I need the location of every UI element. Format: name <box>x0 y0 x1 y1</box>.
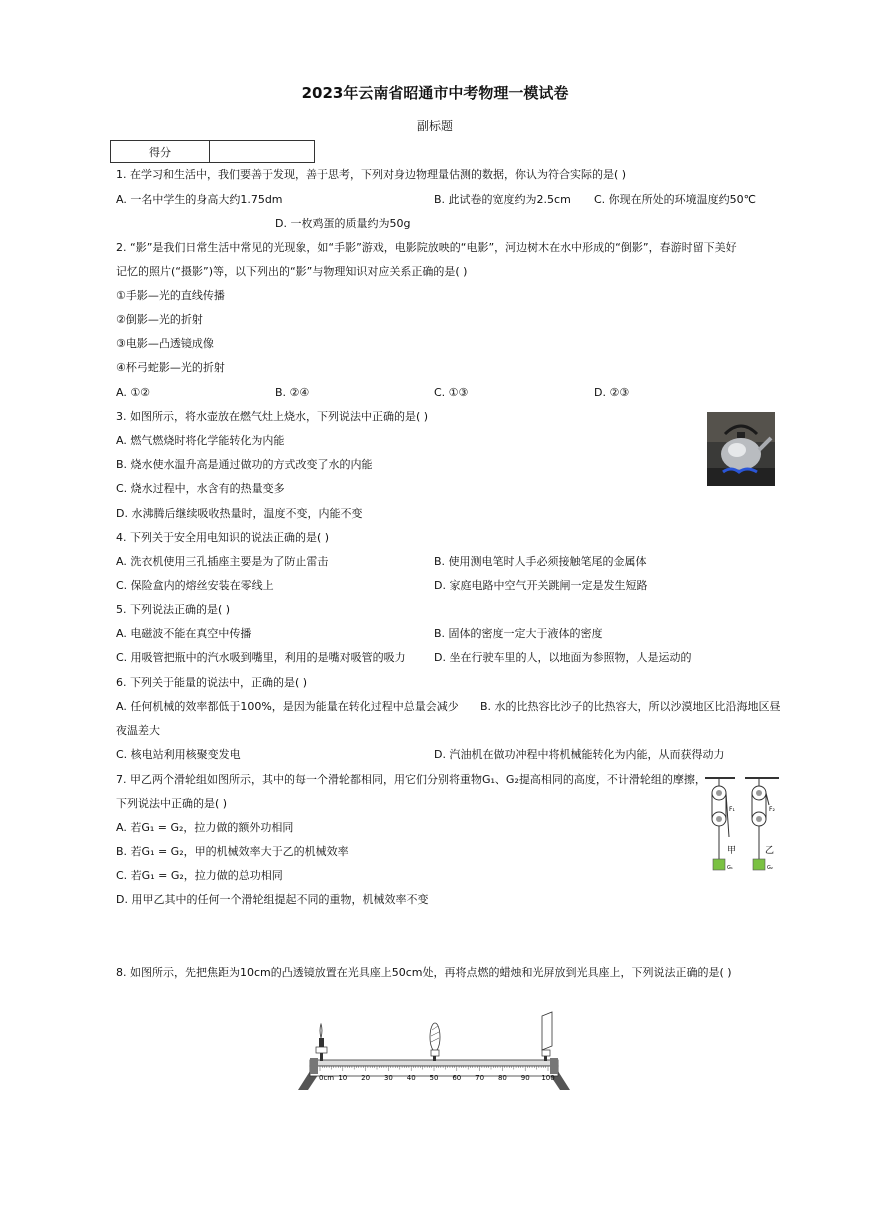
question-2-item-2: ②倒影—光的折射 <box>116 313 203 326</box>
page-subtitle: 副标题 <box>416 119 453 133</box>
question-2-option-c: C. ①③ <box>434 386 469 399</box>
question-2-stem-line2: 记忆的照片(“摄影”)等，以下列出的“影”与物理知识对应关系正确的是( ) <box>116 265 468 278</box>
question-4-option-c: C. 保险盒内的熔丝安装在零线上 <box>116 579 274 592</box>
ruler-label: 30 <box>383 1074 393 1082</box>
candle-icon <box>319 1038 324 1047</box>
ruler-label: 90 <box>520 1074 530 1082</box>
pulley-g1-label: G₁ <box>727 865 733 871</box>
pulley-yi-label: 乙 <box>765 846 775 856</box>
question-1-option-b: B. 此试卷的宽度约为2.5cm <box>434 193 571 206</box>
question-3-option-a: A. 燃气燃烧时将化学能转化为内能 <box>116 434 285 447</box>
question-2-item-3: ③电影—凸透镜成像 <box>116 337 214 350</box>
question-5-stem: 5. 下列说法正确的是( ) <box>116 603 231 616</box>
question-1-stem: 1. 在学习和生活中，我们要善于发现，善于思考，下列对身边物理量估测的数据，你认为符合实际的是( ) <box>116 168 627 181</box>
question-7-stem-line2: 下列说法中正确的是( ) <box>116 797 228 810</box>
question-6-option-b-line1: B. 水的比热容比沙子的比热容大，所以沙漠地区比沿海地区昼 <box>480 700 781 713</box>
optical-bench-figure <box>298 1010 573 1094</box>
ruler-label: 20 <box>361 1074 371 1082</box>
question-3-option-d: D. 水沸腾后继续吸收热量时，温度不变，内能不变 <box>116 507 363 520</box>
question-6-stem: 6. 下列关于能量的说法中，正确的是( ) <box>116 676 308 689</box>
question-7-option-b: B. 若G₁ = G₂，甲的机械效率大于乙的机械效率 <box>116 845 349 858</box>
pulley-system-figure <box>703 775 783 875</box>
pulley-jia-label: 甲 <box>727 846 737 856</box>
question-7-option-d: D. 用甲乙其中的任何一个滑轮组提起不同的重物，机械效率不变 <box>116 893 429 906</box>
score-value[interactable] <box>210 141 315 163</box>
question-2-option-a: A. ①② <box>116 386 151 399</box>
ruler-label: 10 <box>338 1074 348 1082</box>
ruler-label: 50 <box>429 1074 439 1082</box>
ruler-label: 40 <box>406 1074 416 1082</box>
question-2-option-d: D. ②③ <box>594 386 630 399</box>
question-6-option-c: C. 核电站利用核聚变发电 <box>116 748 241 761</box>
pulley-f1-label: F₁ <box>729 806 735 813</box>
question-1-option-d: D. 一枚鸡蛋的质量约为50g <box>275 217 411 230</box>
light-screen-icon <box>542 1012 552 1050</box>
question-7-stem-line1: 7. 甲乙两个滑轮组如图所示，其中的每一个滑轮都相同，用它们分别将重物G₁、G₂提高相同的高度，不计滑轮组的摩擦， <box>116 773 706 786</box>
question-7-option-a: A. 若G₁ = G₂，拉力做的额外功相同 <box>116 821 294 834</box>
score-label: 得分 <box>111 141 210 163</box>
question-3-stem: 3. 如图所示，将水壶放在燃气灶上烧水，下列说法中正确的是( ) <box>116 410 429 423</box>
question-4-stem: 4. 下列关于安全用电知识的说法正确的是( ) <box>116 531 330 544</box>
question-7-option-c: C. 若G₁ = G₂，拉力做的总功相同 <box>116 869 283 882</box>
question-1-option-c: C. 你现在所处的环境温度约50℃ <box>594 193 757 206</box>
question-8-stem: 8. 如图所示，先把焦距为10cm的凸透镜放置在光具座上50cm处，再将点燃的蜡烛和光屏放到光具座上，下列说法正确的是( ) <box>116 966 732 979</box>
ruler-label: 100 <box>541 1074 555 1082</box>
question-4-option-a: A. 洗衣机使用三孔插座主要是为了防止雷击 <box>116 555 329 568</box>
question-2-item-4: ④杯弓蛇影—光的折射 <box>116 361 225 374</box>
pulley-g2-label: G₂ <box>767 865 773 871</box>
pulley-f2-label: F₂ <box>769 806 775 813</box>
ruler-label: 70 <box>475 1074 485 1082</box>
page-title: 2023年云南省昭通市中考物理一模试卷 <box>301 84 569 102</box>
question-2-stem-line1: 2. “影”是我们日常生活中常见的光现象，如“手影”游戏，电影院放映的“电影”，河边树木在水中形成的“倒影”，春游时留下美好 <box>116 241 737 254</box>
question-6-option-b-line2: 夜温差大 <box>116 724 160 737</box>
question-5-option-b: B. 固体的密度一定大于液体的密度 <box>434 627 603 640</box>
question-6-option-d: D. 汽油机在做功冲程中将机械能转化为内能，从而获得动力 <box>434 748 725 761</box>
question-4-option-d: D. 家庭电路中空气开关跳闸一定是发生短路 <box>434 579 648 592</box>
question-6-option-a: A. 任何机械的效率都低于100%，是因为能量在转化过程中总量会减少 <box>116 700 459 713</box>
convex-lens-icon <box>430 1023 440 1051</box>
question-4-option-b: B. 使用测电笔时人手必须接触笔尾的金属体 <box>434 555 647 568</box>
kettle-on-stove-image <box>707 412 775 486</box>
candle-flame-icon <box>320 1024 322 1038</box>
question-2-option-b: B. ②④ <box>275 386 310 399</box>
question-1-option-a: A. 一名中学生的身高大约1.75dm <box>116 193 283 206</box>
score-table <box>110 140 315 163</box>
question-5-option-d: D. 坐在行驶车里的人，以地面为参照物，人是运动的 <box>434 651 692 664</box>
ruler-label: 60 <box>452 1074 462 1082</box>
ruler-label: 80 <box>497 1074 507 1082</box>
question-3-option-c: C. 烧水过程中，水含有的热量变多 <box>116 482 285 495</box>
question-5-option-c: C. 用吸管把瓶中的汽水吸到嘴里，利用的是嘴对吸管的吸力 <box>116 651 406 664</box>
ruler-label: 0cm <box>319 1074 335 1082</box>
question-5-option-a: A. 电磁波不能在真空中传播 <box>116 627 252 640</box>
question-2-item-1: ①手影—光的直线传播 <box>116 289 225 302</box>
question-3-option-b: B. 烧水使水温升高是通过做功的方式改变了水的内能 <box>116 458 373 471</box>
